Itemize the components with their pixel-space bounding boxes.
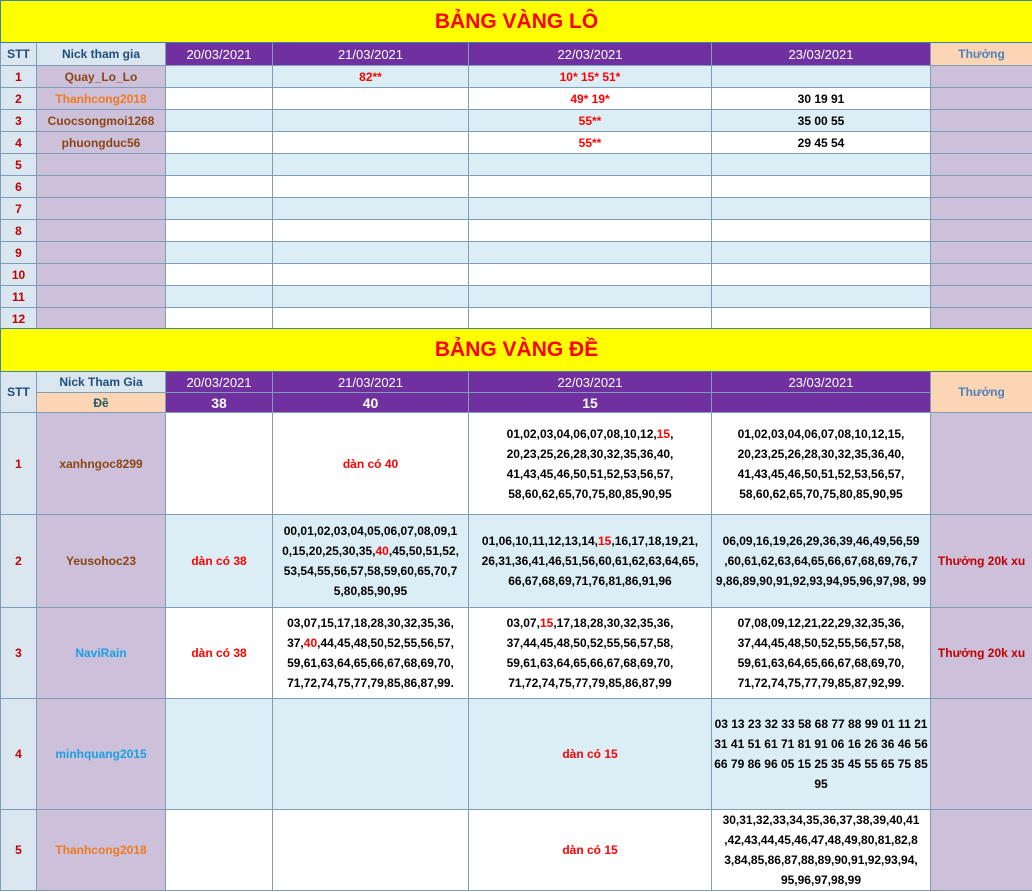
lo-table-row: [1, 88, 1032, 110]
lo-row-stt[interactable]: 9: [1, 242, 37, 264]
de-table-row: [1, 515, 1032, 608]
lo-table-row: [1, 66, 1032, 88]
number-segment: 03 13 23 32 33 58 68 77 88 99 01 11 21 31 41 51 61 71 81 91 06 16 26 36 46 56 66 79 86 96 05 15 25 35 45 55 65 75 85 95: [714, 717, 928, 791]
lo-row-thuong[interactable]: [931, 308, 1032, 330]
lo-row-date-3[interactable]: 10* 15* 51*: [469, 66, 712, 88]
lo-row-nick[interactable]: Cuocsongmoi1268: [37, 110, 166, 132]
de-row-date-4[interactable]: [712, 608, 931, 699]
lo-row-thuong[interactable]: [931, 264, 1032, 286]
de-table-row: [1, 699, 1032, 810]
number-segment: 01,02,03,04,06,07,08,10,12,: [506, 426, 657, 441]
lo-row-thuong[interactable]: [931, 110, 1032, 132]
de-row-thuong[interactable]: [931, 413, 1032, 515]
lo-row-stt[interactable]: 4: [1, 132, 37, 154]
lo-row-thuong[interactable]: [931, 154, 1032, 176]
de-table: [0, 328, 1032, 891]
lo-row-date-2[interactable]: [273, 264, 469, 286]
de-header-de-label: Đề: [37, 393, 166, 413]
lo-row-date-1[interactable]: [166, 66, 273, 88]
lo-row-date-3[interactable]: 49* 19*: [469, 88, 712, 110]
lo-row-date-2[interactable]: [273, 220, 469, 242]
lo-row-date-3[interactable]: 55**: [469, 110, 712, 132]
de-row-date-1[interactable]: [166, 608, 273, 699]
lo-table-row: [1, 286, 1032, 308]
lo-header-nick: Nick tham gia: [37, 43, 166, 66]
number-segment: ,45,50,51,52, 53,54,55,56,57,58,59,60,65,70,7 5,80,85,90,95: [283, 544, 459, 598]
number-segment: 00,01,02,03,04,05,06,07,08,09,1 0,15,20,25,30,35,: [282, 524, 458, 558]
de-header-date-4: 23/03/2021: [712, 372, 931, 393]
lo-row-date-2[interactable]: [273, 154, 469, 176]
de-row-date-1[interactable]: [166, 413, 273, 515]
lo-row-date-4[interactable]: [712, 220, 931, 242]
lo-row-date-4[interactable]: [712, 242, 931, 264]
number-segment: 06,09,16,19,26,29,36,39,46,49,56,59 ,60,61,62,63,64,65,66,67,68,69,76,7 9,86,89,90,91,92,93,94,95,96,97,98, 99: [715, 534, 927, 588]
lo-row-thuong[interactable]: [931, 88, 1032, 110]
lo-row-date-3[interactable]: [469, 198, 712, 220]
number-segment: dàn có 38: [191, 646, 247, 660]
de-row-date-3[interactable]: [469, 810, 712, 891]
de-result-2: 40: [273, 393, 469, 413]
de-result-3: 15: [469, 393, 712, 413]
number-segment: dàn có 15: [562, 747, 618, 761]
lo-row-date-3[interactable]: [469, 286, 712, 308]
number-segment: ,44,45,48,50,52,55,56,57, 59,61,63,64,65,66,67,68,69,70, 71,72,74,75,77,79,85,86,87,99.: [287, 636, 454, 690]
de-result-1: 38: [166, 393, 273, 413]
lo-row-date-4[interactable]: [712, 286, 931, 308]
lo-row-stt[interactable]: 1: [1, 66, 37, 88]
lo-row-date-2[interactable]: [273, 308, 469, 330]
de-row-date-2[interactable]: [273, 699, 469, 810]
lo-row-thuong[interactable]: [931, 242, 1032, 264]
lo-row-stt[interactable]: 8: [1, 220, 37, 242]
lo-row-date-1[interactable]: [166, 154, 273, 176]
de-header-date-1: 20/03/2021: [166, 372, 273, 393]
lo-title: BẢNG VÀNG LÔ: [1, 1, 1032, 43]
lo-header-date-4: 23/03/2021: [712, 43, 931, 66]
de-row-date-3[interactable]: [469, 699, 712, 810]
lo-row-stt[interactable]: 5: [1, 154, 37, 176]
lo-row-stt[interactable]: 11: [1, 286, 37, 308]
lo-row-date-4[interactable]: [712, 198, 931, 220]
de-header-thuong: Thưởng: [931, 372, 1032, 413]
lo-header-date-3: 22/03/2021: [469, 43, 712, 66]
number-segment: 03,07,: [506, 616, 540, 630]
number-segment: , 20,23,25,26,28,30,32,35,36,40, 41,43,45,46,50,51,52,53,56,57, 58,60,62,65,70,75,80,85,90,95: [506, 426, 674, 501]
de-row-date-4[interactable]: [712, 515, 931, 608]
lo-row-date-1[interactable]: [166, 176, 273, 198]
lo-row-date-2[interactable]: [273, 198, 469, 220]
lo-row-date-1[interactable]: [166, 242, 273, 264]
de-row-nick[interactable]: xanhngoc8299: [37, 413, 166, 515]
lo-row-date-2[interactable]: [273, 176, 469, 198]
lo-row-date-4[interactable]: [712, 176, 931, 198]
de-row-thuong[interactable]: Thưởng 20k xu: [931, 515, 1032, 608]
de-row-date-2[interactable]: [273, 515, 469, 608]
de-title: BẢNG VÀNG ĐỀ: [1, 329, 1032, 372]
lo-row-date-2[interactable]: [273, 286, 469, 308]
lo-row-nick[interactable]: [37, 264, 166, 286]
number-segment: ,17,18,28,30,32,35,36, 37,44,45,48,50,52,55,56,57,58, 59,61,63,64,65,66,67,68,69,70, 71,72,74,75,77,79,85,86,87,99: [506, 616, 674, 690]
lo-table-row: [1, 242, 1032, 264]
de-row-thuong[interactable]: [931, 699, 1032, 810]
number-segment: 40: [303, 636, 318, 650]
lo-header-date-1: 20/03/2021: [166, 43, 273, 66]
lo-row-date-4[interactable]: 30 19 91: [712, 88, 931, 110]
number-segment: 40: [375, 544, 389, 558]
de-row-date-1[interactable]: [166, 810, 273, 891]
lo-table-row: [1, 220, 1032, 242]
de-header-stt: STT: [1, 372, 37, 413]
de-row-nick[interactable]: minhquang2015: [37, 699, 166, 810]
de-result-4: [712, 393, 931, 413]
number-segment: dàn có 15: [562, 843, 618, 857]
number-segment: 15: [598, 534, 612, 548]
lo-row-date-4[interactable]: 35 00 55: [712, 110, 931, 132]
lo-row-date-1[interactable]: [166, 264, 273, 286]
de-row-date-3[interactable]: [469, 608, 712, 699]
de-row-stt[interactable]: 4: [1, 699, 37, 810]
lo-row-date-4[interactable]: [712, 264, 931, 286]
lo-row-date-1[interactable]: [166, 110, 273, 132]
lo-row-date-1[interactable]: [166, 286, 273, 308]
lo-row-date-1[interactable]: [166, 132, 273, 154]
lo-row-date-1[interactable]: [166, 308, 273, 330]
lo-table-row: [1, 110, 1032, 132]
number-segment: 15: [539, 616, 554, 630]
lo-row-nick[interactable]: Quay_Lo_Lo: [37, 66, 166, 88]
de-row-date-2[interactable]: [273, 608, 469, 699]
lo-row-date-3[interactable]: [469, 154, 712, 176]
de-table-row: [1, 413, 1032, 515]
lo-table-row: [1, 308, 1032, 330]
lo-header-date-2: 21/03/2021: [273, 43, 469, 66]
lo-row-thuong[interactable]: [931, 220, 1032, 242]
lo-row-date-3[interactable]: [469, 308, 712, 330]
number-segment: dàn có 38: [191, 554, 247, 568]
de-row-stt[interactable]: 5: [1, 810, 37, 891]
number-segment: 07,08,09,12,21,22,29,32,35,36, 37,44,45,48,50,52,55,56,57,58, 59,61,63,64,65,66,67,68,69,70, 71,72,74,75,77,79,85,87,92,99.: [737, 616, 905, 690]
lo-row-date-2[interactable]: [273, 88, 469, 110]
lo-row-nick[interactable]: [37, 176, 166, 198]
lo-table-row: [1, 198, 1032, 220]
lo-row-date-4[interactable]: [712, 308, 931, 330]
lo-row-nick[interactable]: [37, 242, 166, 264]
lo-row-nick[interactable]: [37, 220, 166, 242]
lo-row-stt[interactable]: 2: [1, 88, 37, 110]
lo-row-date-1[interactable]: [166, 220, 273, 242]
lo-row-date-2[interactable]: 82**: [273, 66, 469, 88]
lo-table-row: [1, 132, 1032, 154]
lo-body: [1, 66, 1032, 330]
lo-table: [0, 0, 1032, 330]
lo-row-thuong[interactable]: [931, 66, 1032, 88]
de-row-date-4[interactable]: [712, 699, 931, 810]
de-table-row: [1, 608, 1032, 699]
lo-table-row: [1, 154, 1032, 176]
lo-row-nick[interactable]: phuongduc56: [37, 132, 166, 154]
lo-row-thuong[interactable]: [931, 198, 1032, 220]
lo-header-stt: STT: [1, 43, 37, 66]
lo-row-stt[interactable]: 10: [1, 264, 37, 286]
lo-row-nick[interactable]: [37, 154, 166, 176]
lo-row-thuong[interactable]: [931, 286, 1032, 308]
number-segment: 03,07,15,17,18,28,30,32,35,36, 37,: [287, 616, 454, 650]
de-row-date-1[interactable]: [166, 699, 273, 810]
number-segment: 15: [656, 426, 671, 441]
de-row-date-2[interactable]: [273, 413, 469, 515]
lo-row-nick[interactable]: [37, 198, 166, 220]
lo-row-date-2[interactable]: [273, 132, 469, 154]
lo-row-date-4[interactable]: [712, 154, 931, 176]
de-header-nick: Nick Tham Gia: [37, 372, 166, 393]
number-segment: 01,06,10,11,12,13,14,: [481, 534, 598, 548]
de-row-date-1[interactable]: [166, 515, 273, 608]
lo-header-thuong: Thưởng: [931, 43, 1032, 66]
de-row-date-2[interactable]: [273, 810, 469, 891]
lo-row-stt[interactable]: 6: [1, 176, 37, 198]
number-segment: dàn có 40: [342, 456, 399, 471]
lo-row-date-3[interactable]: [469, 242, 712, 264]
lo-table-row: [1, 176, 1032, 198]
lo-row-thuong[interactable]: [931, 176, 1032, 198]
lo-row-nick[interactable]: Thanhcong2018: [37, 88, 166, 110]
lo-row-date-3[interactable]: 55**: [469, 132, 712, 154]
number-segment: 01,02,03,04,06,07,08,10,12,15, 20,23,25,26,28,30,32,35,36,40, 41,43,45,46,50,51,52,53,56,57, 58,60,62,65,70,75,80,85,90,95: [737, 426, 905, 501]
lo-row-date-2[interactable]: [273, 242, 469, 264]
de-row-date-4[interactable]: [712, 413, 931, 515]
lo-row-nick[interactable]: [37, 286, 166, 308]
lo-row-date-1[interactable]: [166, 198, 273, 220]
lo-row-date-3[interactable]: [469, 220, 712, 242]
de-row-nick[interactable]: NaviRain: [37, 608, 166, 699]
de-row-thuong[interactable]: Thưởng 20k xu: [931, 608, 1032, 699]
de-row-date-3[interactable]: [469, 515, 712, 608]
de-row-stt[interactable]: 2: [1, 515, 37, 608]
lo-row-thuong[interactable]: [931, 132, 1032, 154]
lo-row-stt[interactable]: 12: [1, 308, 37, 330]
de-header-date-3: 22/03/2021: [469, 372, 712, 393]
de-row-stt[interactable]: 1: [1, 413, 37, 515]
de-table-row: [1, 810, 1032, 891]
de-row-thuong[interactable]: [931, 810, 1032, 891]
lo-row-stt[interactable]: 7: [1, 198, 37, 220]
lo-row-stt[interactable]: 3: [1, 110, 37, 132]
lo-row-date-2[interactable]: [273, 110, 469, 132]
de-body: [1, 413, 1032, 891]
lo-row-date-3[interactable]: [469, 176, 712, 198]
de-row-nick[interactable]: Thanhcong2018: [37, 810, 166, 891]
lo-row-date-1[interactable]: [166, 88, 273, 110]
number-segment: ,16,17,18,19,21, 26,31,36,41,46,51,56,60,61,62,63,64,65, 66,67,68,69,71,76,81,86,91,96: [481, 534, 699, 588]
lo-table-row: [1, 264, 1032, 286]
de-row-date-4[interactable]: [712, 810, 931, 891]
lo-row-date-3[interactable]: [469, 264, 712, 286]
lo-row-date-4[interactable]: 29 45 54: [712, 132, 931, 154]
de-header-date-2: 21/03/2021: [273, 372, 469, 393]
lo-row-nick[interactable]: [37, 308, 166, 330]
lo-row-date-4[interactable]: [712, 66, 931, 88]
de-row-stt[interactable]: 3: [1, 608, 37, 699]
number-segment: 30,31,32,33,34,35,36,37,38,39,40,41 ,42,43,44,45,46,47,48,49,80,81,82,8 3,84,85,86,87,88,89,90,91,92,93,94, 95,96,97,98,99: [722, 813, 920, 887]
de-row-date-3[interactable]: [469, 413, 712, 515]
de-row-nick[interactable]: Yeusohoc23: [37, 515, 166, 608]
